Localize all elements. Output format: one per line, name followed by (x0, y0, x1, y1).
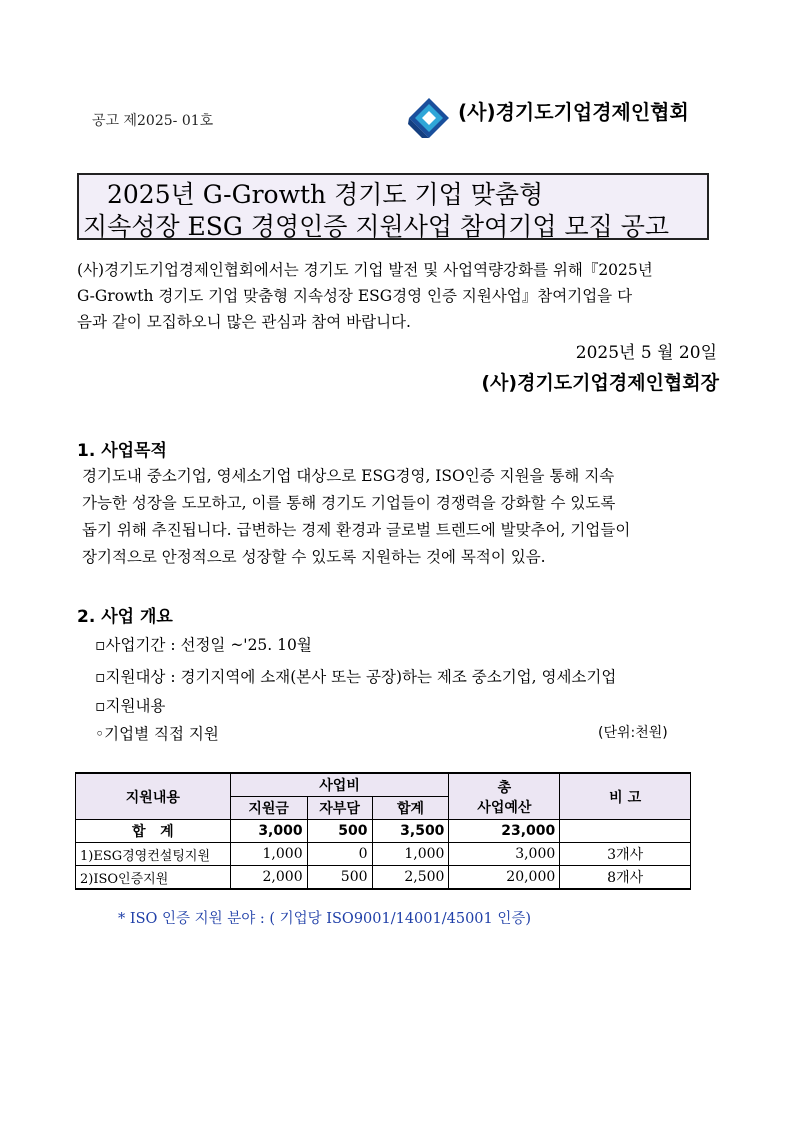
body-line: 경기도내 중소기업, 영세소기업 대상으로 ESG경영, ISO인증 지원을 통해 지속 (82, 467, 615, 485)
body-line: 가능한 성장을 도모하고, 이를 통해 경기도 기업들이 경쟁력을 강화할 수 있도록 (82, 494, 616, 512)
total-sum: 3,500 (372, 820, 449, 843)
list-item-direct-support: ◦기업별 직접 지원 (95, 725, 219, 743)
list-item-period: ▫사업기간 : 선정일 ~'25. 10월 (95, 636, 312, 654)
total-label: 합 계 (76, 820, 231, 843)
header-total-budget-2: 사업예산 (477, 799, 532, 816)
row-self-pay: 0 (307, 843, 372, 866)
table-row (76, 866, 691, 890)
body-line: 장기적으로 안정적으로 성장할 수 있도록 지원하는 것에 목적이 있음. (82, 548, 546, 566)
table-total-row (76, 820, 691, 843)
title-line-1: 2025년 G-Growth 경기도 기업 맞춤형 (107, 180, 544, 209)
header-total-budget-1: 총 (497, 779, 512, 796)
header-self-pay: 자부담 (307, 797, 372, 820)
notice-number: 공고 제2025- 01호 (92, 113, 214, 129)
list-item-content: ▫지원내용 (95, 697, 166, 715)
intro-line: 음과 같이 모집하오니 많은 관심과 참여 바랍니다. (77, 313, 411, 331)
row-budget: 3,000 (449, 843, 560, 866)
section-1-heading: 1. 사업목적 (77, 441, 167, 461)
row-label: 1)ESG경영컨설팅지원 (76, 843, 231, 866)
title-box (77, 173, 709, 240)
footnote: * ISO 인증 지원 분야 : ( 기업당 ISO9001/14001/45001 인증) (118, 911, 532, 927)
header-project-cost: 사업비 (230, 773, 449, 797)
row-label: 2)ISO인증지원 (76, 866, 231, 890)
row-budget: 20,000 (449, 866, 560, 890)
notice-date: 2025년 5 월 20일 (575, 343, 717, 363)
body-line: 돕기 위해 추진됩니다. 급변하는 경제 환경과 글로벌 트렌드에 발맞추어, 기업들이 (82, 521, 631, 539)
total-self-pay: 500 (307, 820, 372, 843)
total-remarks (560, 820, 691, 843)
list-item-target: ▫지원대상 : 경기지역에 소재(본사 또는 공장)하는 제조 중소기업, 영세소기업 (95, 668, 617, 686)
row-remarks: 3개사 (560, 843, 691, 866)
row-remarks: 8개사 (560, 866, 691, 890)
row-sum: 1,000 (372, 843, 449, 866)
section-2-heading: 2. 사업 개요 (77, 607, 173, 627)
intro-paragraph (77, 257, 717, 335)
header-remarks: 비 고 (560, 773, 691, 820)
header-total-budget (449, 773, 560, 820)
diamond-logo-icon (408, 97, 450, 139)
header-subsidy: 지원금 (230, 797, 307, 820)
row-subsidy: 2,000 (230, 866, 307, 890)
budget-table (75, 772, 691, 890)
organization-name: (사)경기도기업경제인협회 (458, 100, 689, 124)
header-content: 지원내용 (76, 773, 231, 820)
unit-label: (단위:천원) (598, 725, 668, 741)
header-sum: 합계 (372, 797, 449, 820)
total-subsidy: 3,000 (230, 820, 307, 843)
intro-line: G-Growth 경기도 기업 맞춤형 지속성장 ESG경영 인증 지원사업』참여기업을 다 (77, 287, 633, 305)
title-line-2: 지속성장 ESG 경영인증 지원사업 참여기업 모집 공고 (83, 212, 670, 241)
row-self-pay: 500 (307, 866, 372, 890)
total-budget: 23,000 (449, 820, 560, 843)
signer: (사)경기도기업경제인협회장 (481, 372, 719, 394)
section-1-body (82, 463, 630, 571)
row-sum: 2,500 (372, 866, 449, 890)
table-row (76, 843, 691, 866)
row-subsidy: 1,000 (230, 843, 307, 866)
intro-line: (사)경기도기업경제인협회에서는 경기도 기업 발전 및 사업역량강화를 위해『2025년 (77, 261, 653, 279)
